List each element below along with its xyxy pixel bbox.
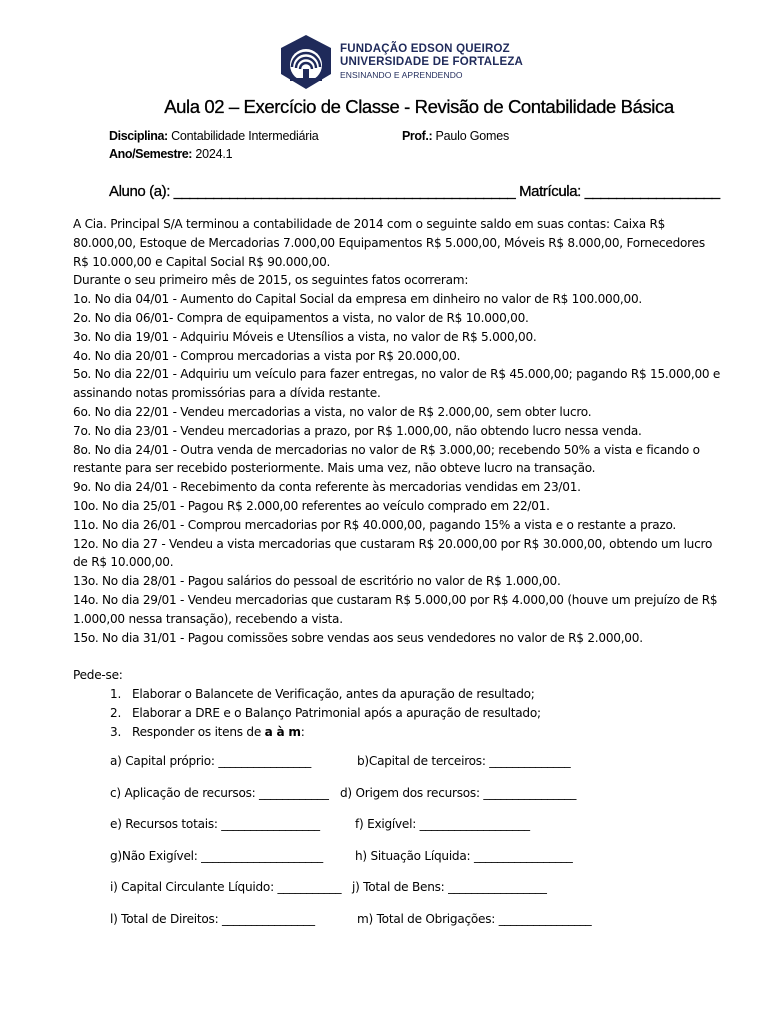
university-logo [280,34,524,90]
page-title: Aula 02 – Exercício de Classe - Revisão de Contabilidade Básica [164,96,674,117]
disciplina-label: Disciplina: [109,129,168,143]
task-number: 2. [110,705,122,720]
disciplina-field [109,129,319,143]
answer-field-m: m) Total de Obrigações: ________________ [357,911,592,926]
answer-field-h: h) Situação Líquida: _________________ [355,848,573,863]
task-item [73,704,723,723]
fact-item: 1o. No dia 04/01 - Aumento do Capital Social da empresa em dinheiro no valor de R$ 100.000,00. [73,292,642,307]
answer-field-l: l) Total de Direitos: ________________ [110,911,315,926]
professor-field [402,129,509,143]
fact-item: 4o. No dia 20/01 - Comprou mercadorias a vista por R$ 20.000,00. [73,348,461,363]
fact-item: 14o. No dia 29/01 - Vendeu mercadorias que custaram R$ 5.000,00 por R$ 4.000,00 (houve um prejuízo de R$ 1.000,00 nessa transação), recebendo a vista. [73,592,718,626]
fact-item: 11o. No dia 26/01 - Comprou mercadorias por R$ 40.000,00, pagando 15% a vista e o restante a prazo. [73,517,677,532]
facts-intro: Durante o seu primeiro mês de 2015, os seguintes fatos ocorreram: [73,273,469,288]
answer-field-c: c) Aplicação de recursos: ____________ [110,785,329,800]
logo-line-foundation: FUNDAÇÃO EDSON QUEIROZ [340,43,510,55]
semester-value: 2024.1 [195,147,233,161]
answer-field-e: e) Recursos totais: _________________ [110,817,320,831]
exercise-body [73,215,723,741]
professor-label: Prof.: [402,129,433,143]
task-item [73,723,723,742]
semester-label: Ano/Semestre: [109,147,193,161]
fact-item: 9o. No dia 24/01 - Recebimento da conta referente às mercadorias vendidas em 23/01. [73,480,581,495]
fact-item: 2o. No dia 06/01- Compra de equipamentos a vista, no valor de R$ 10.000,00. [73,310,529,325]
task-item [73,685,723,704]
fact-item: 8o. No dia 24/01 - Outra venda de mercadorias no valor de R$ 3.000,00; recebendo 50% a vista e ficando o restante para ser recebido posteriormente. Mais uma vez, não obteve lucro na transação. [73,442,700,476]
fact-item: 10o. No dia 25/01 - Pagou R$ 2.000,00 referentes ao veículo comprado em 22/01. [73,498,550,513]
fact-item: 15o. No dia 31/01 - Pagou comissões sobre vendas aos seus vendedores no valor de R$ 2.000,00. [73,630,643,645]
task-text: Responder os itens de [132,724,265,739]
logo-line-university: UNIVERSIDADE DE FORTALEZA [340,56,524,68]
fact-item: 5o. No dia 22/01 - Adquiriu um veículo para fazer entregas, no valor de R$ 45.000,00; pagando R$ 15.000,00 e assinando notas promissórias para a dívida restante. [73,367,721,401]
pede-se-heading: Pede-se: [73,668,123,683]
task-number: 1. [110,686,122,701]
task-number: 3. [110,724,122,739]
intro-paragraph: A Cia. Principal S/A terminou a contabilidade de 2014 com o seguinte saldo em suas contas: Caixa R$ 80.000,00, Estoque de Mercadorias 7.000,00 Equipamentos R$ 5.000,00, Móveis R$ 8.000,00, Fornecedores R$ 10.000,00 e Capital Social R$ 90.000,00. [73,217,705,269]
fact-item: 3o. No dia 19/01 - Adquiriu Móveis e Utensílios a vista, no valor de R$ 5.000,00. [73,329,537,344]
student-name-line: Aluno (a): ___________________________________________ Matrícula: _________________ [109,183,720,200]
logo-line-motto: ENSINANDO E APRENDENDO [340,70,463,80]
answer-field-d: d) Origem dos recursos: ________________ [340,785,577,800]
disciplina-value: Contabilidade Intermediária [171,129,319,143]
task-text: Elaborar o Balancete de Verificação, antes da apuração de resultado; [132,686,535,701]
answer-field-b: b)Capital de terceiros: ______________ [357,754,571,768]
fact-item: 13o. No dia 28/01 - Pagou salários do pessoal de escritório no valor de R$ 1.000,00. [73,574,561,589]
task-text-end: : [300,724,305,739]
answer-field-f: f) Exigível: ___________________ [355,817,530,831]
answer-field-i: i) Capital Circulante Líquido: ___________ [110,880,342,894]
fact-item: 12o. No dia 27 - Vendeu a vista mercadorias que custaram R$ 20.000,00 por R$ 30.000,00, obtendo um lucro de R$ 10.000,00. [73,536,713,570]
task-text-bold: a à m [264,724,301,739]
university-emblem-icon [280,34,332,90]
task-text: Elaborar a DRE e o Balanço Patrimonial após a apuração de resultado; [132,705,541,720]
answer-field-j: j) Total de Bens: _________________ [352,880,547,894]
answer-field-g: g)Não Exigível: _____________________ [110,848,323,863]
professor-value: Paulo Gomes [435,129,510,143]
task-list [73,685,723,741]
fact-item: 7o. No dia 23/01 - Vendeu mercadorias a prazo, por R$ 1.000,00, não obtendo lucro nessa venda. [73,423,642,438]
semester-field [109,147,232,161]
answer-field-a: a) Capital próprio: ________________ [110,754,312,768]
fact-item: 6o. No dia 22/01 - Vendeu mercadorias a vista, no valor de R$ 2.000,00, sem obter lucro. [73,404,592,419]
